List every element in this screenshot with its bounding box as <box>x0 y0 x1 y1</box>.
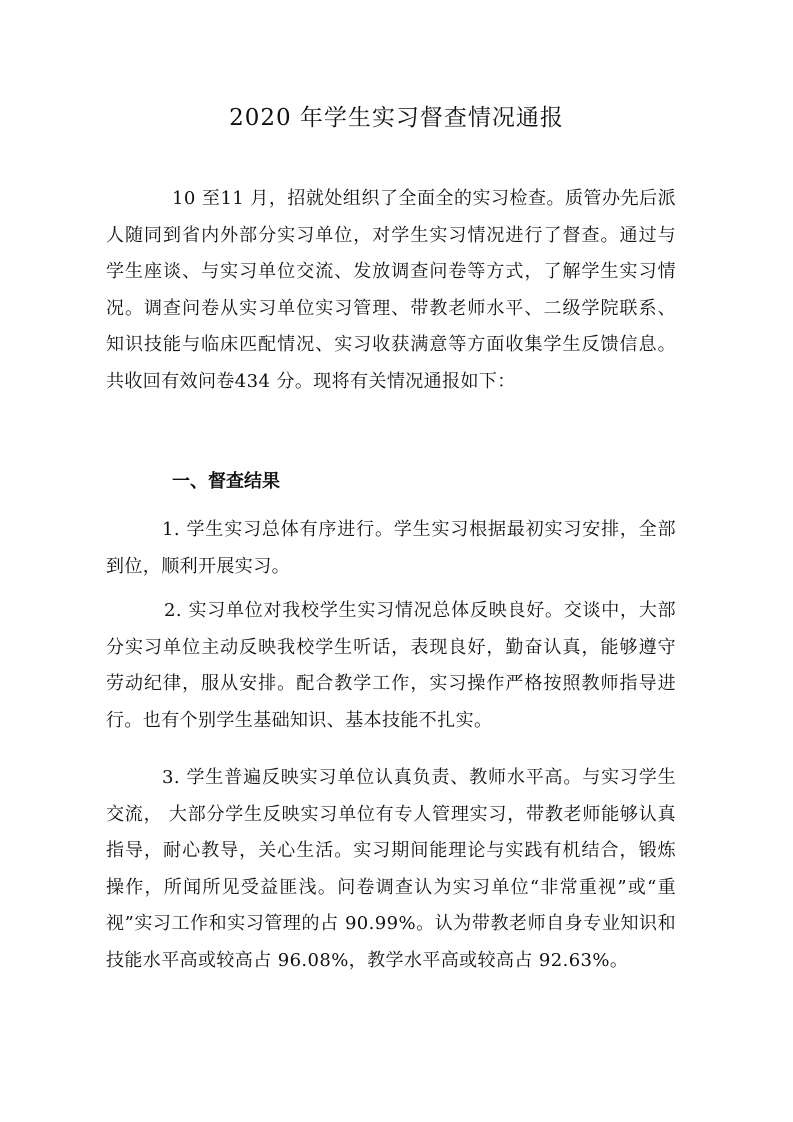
intro-paragraph: 10 至11 月，招就处组织了全面全的实习检查。质管办先后派人随同到省内外部分实习单位，对学生实习情况进行了督查。通过与学生座谈、与实习单位交流、发放调查问卷等方式，了解学生实习情况。调查问卷从实习单位实习管理、带教老师水平、二级学院联系、知识技能与临床匹配情况、实习收获满意等方面收集学生反馈信息。共收回有效问卷434 分。现将有关情况通报如下： <box>106 188 676 392</box>
section-heading: 一、督查结果 <box>172 471 280 492</box>
result-item-3: 3. 学生普遍反映实习单位认真负责、教师水平高。与实习学生交流， 大部分学生反映实习单位有专人管理实习，带教老师能够认真指导，耐心教导，关心生活。实习期间能理论与实践有机结合，锻炼操作，所闻所见受益匪浅。问卷调查认为实习单位“非常重视”或“重视”实习工作和实习管理的占 90.99%。认为带教老师自身专业知识和技能水平高或较高占 96.08%，教学水平高或较高占 92.63%。 <box>106 767 676 971</box>
result-item-1: 1. 学生实习总体有序进行。学生实习根据最初实习安排，全部到位，顺利开展实习。 <box>106 519 676 577</box>
result-item-2: 2. 实习单位对我校学生实习情况总体反映良好。交谈中，大部分实习单位主动反映我校学生听话，表现良好，勤奋认真，能够遵守劳动纪律，服从安排。配合教学工作，实习操作严格按照教师指导进行。也有个别学生基础知识、基本技能不扎实。 <box>106 600 676 731</box>
document-title: 2020 年学生实习督查情况通报 <box>229 105 564 131</box>
